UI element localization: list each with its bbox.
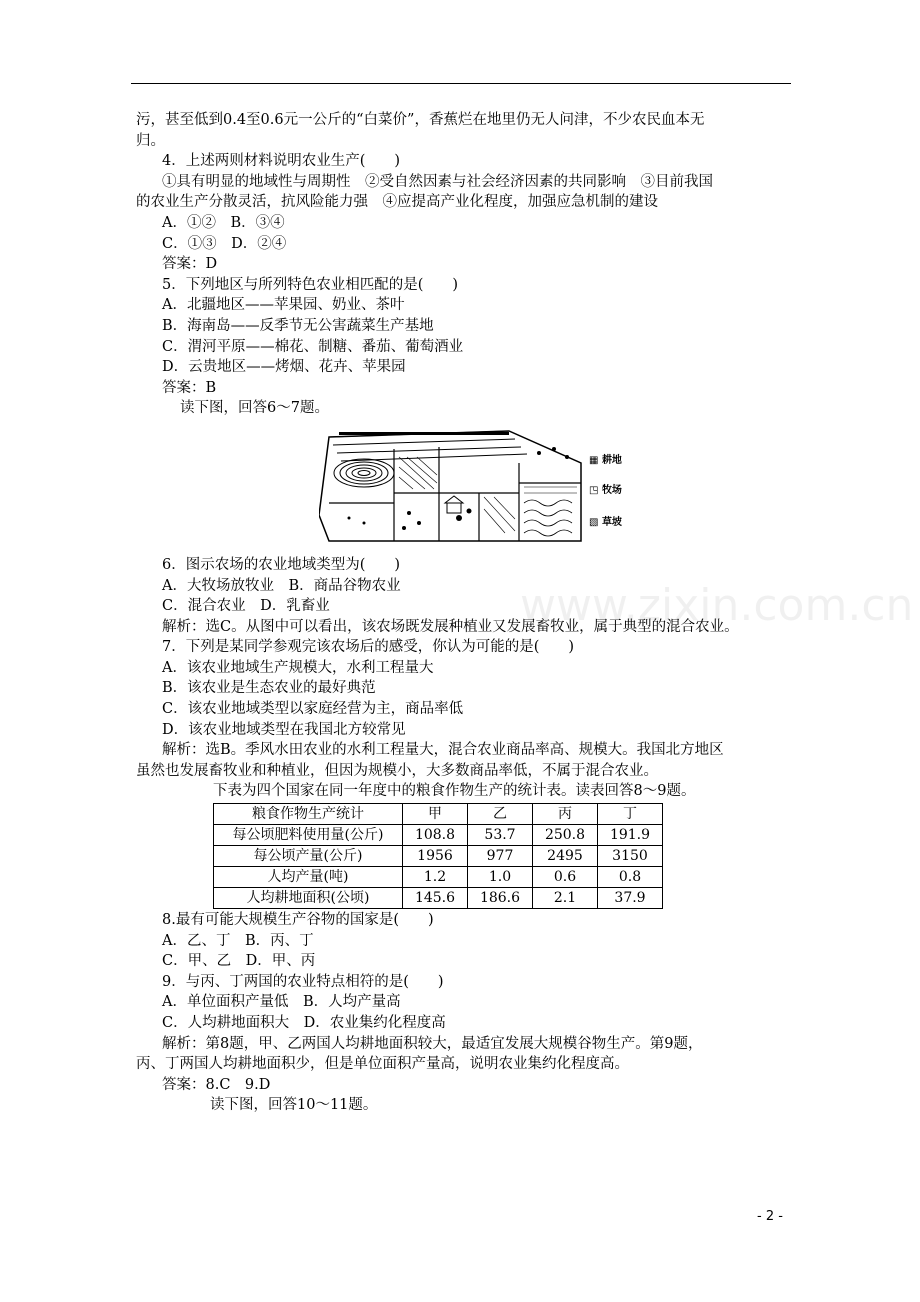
table-header-row	[214, 804, 663, 825]
table-cell: 3150	[598, 846, 663, 867]
table-cell: 191.9	[598, 825, 663, 846]
question-8-choices-cd: C．甲、乙 D．甲、丙	[162, 953, 316, 970]
question-8-stem: 8.最有可能大规模生产谷物的国家是( )	[162, 912, 434, 929]
table-cell: 53.7	[468, 825, 533, 846]
question-5-option-a: A．北疆地区——苹果园、奶业、茶叶	[162, 297, 405, 314]
text-line: 归。	[136, 132, 165, 149]
table-cell: 1956	[403, 846, 468, 867]
question-7-analysis-cont: 虽然也发展畜牧业和种植业，但因为规模小，大多数商品率低，不属于混合农业。	[136, 762, 658, 779]
table-row	[214, 825, 663, 846]
question-9-choices-cd: C．人均耕地面积大 D．农业集约化程度高	[162, 1015, 446, 1031]
question-4-choices-cd: C．①③ D．②④	[162, 235, 287, 252]
question-5-answer: 答案：B	[162, 379, 217, 396]
question-6-stem: 6．图示农场的农业地域类型为( )	[162, 556, 401, 573]
legend-slope-icon: ▧ 草坡	[589, 516, 622, 528]
question-5-option-b: B．海南岛——反季节无公害蔬菜生产基地	[162, 317, 434, 334]
table-cell: 人均产量(吨)	[214, 867, 403, 888]
table-cell: 每公顷肥料使用量(公斤)	[214, 825, 403, 846]
question-7-option-d: D．该农业地域类型在我国北方较常见	[162, 721, 406, 738]
question-4-options-line: 的农业生产分散灵活，抗风险能力强 ④应提高产业化程度，加强应急机制的建设	[136, 194, 658, 211]
question-9-analysis: 解析：第8题，甲、乙两国人均耕地面积较大，最适宜发展大规模谷物生产。第9题，	[162, 1035, 703, 1052]
page-number: - 2 -	[757, 1209, 783, 1224]
table-cell: 1.2	[403, 867, 468, 888]
table-cell: 2.1	[533, 888, 598, 909]
farm-illustration	[319, 423, 629, 551]
question-7-option-c: C．该农业地域类型以家庭经营为主，商品率低	[162, 701, 464, 718]
question-8-choices-ab: A．乙、丁 B．丙、丁	[162, 932, 314, 949]
grain-stats-table	[213, 803, 663, 909]
question-6-analysis: 解析：选C。从图中可以看出，该农场既发展种植业又发展畜牧业，属于典型的混合农业。	[162, 618, 739, 635]
table-intro: 下表为四个国家在同一年度中的粮食作物生产的统计表。读表回答8～9题。	[213, 783, 696, 800]
answers-8-9: 答案：8.C 9.D	[162, 1076, 271, 1093]
question-6-choices-cd: C．混合农业 D．乳畜业	[162, 598, 330, 615]
question-4-stem: 4．上述两则材料说明农业生产( )	[162, 153, 401, 170]
question-7-option-a: A．该农业地域生产规模大，水利工程量大	[162, 659, 434, 676]
table-header-cell: 粮食作物生产统计	[214, 804, 403, 825]
question-4-options-line: ①具有明显的地域性与周期性 ②受自然因素与社会经济因素的共同影响 ③目前我国	[162, 173, 713, 190]
table-cell: 37.9	[598, 888, 663, 909]
intro-10-11: 读下图，回答10～11题。	[210, 1097, 378, 1114]
header-rule	[131, 83, 791, 84]
legend-label-slope: 草坡	[601, 516, 622, 528]
table-cell: 0.6	[533, 867, 598, 888]
question-5-option-d: D．云贵地区——烤烟、花卉、苹果园	[162, 359, 406, 376]
legend-label-pasture: 牧场	[601, 484, 622, 496]
table-cell: 977	[468, 846, 533, 867]
table-cell: 人均耕地面积(公顷)	[214, 888, 403, 909]
question-7-option-b: B．该农业是生态农业的最好典范	[162, 680, 376, 697]
question-6-choices-ab: A．大牧场放牧业 B．商品谷物农业	[162, 577, 401, 594]
farm-diagram	[319, 423, 629, 551]
question-4-answer: 答案：D	[162, 256, 218, 273]
table-cell: 145.6	[403, 888, 468, 909]
table-cell: 每公顷产量(公斤)	[214, 846, 403, 867]
question-4-choices-ab: A．①② B．③④	[162, 214, 285, 231]
table-header-cell: 丁	[598, 804, 663, 825]
table-row	[214, 888, 663, 909]
table-row	[214, 867, 663, 888]
question-5-stem: 5．下列地区与所列特色农业相匹配的是( )	[162, 276, 459, 293]
legend-pasture-icon: ◳ 牧场	[589, 484, 622, 496]
legend-farmland-icon: ▦ 耕地	[589, 454, 622, 466]
question-7-stem: 7．下列是某同学参观完该农场后的感受，你认为可能的是( )	[162, 639, 575, 656]
question-7-analysis: 解析：选B。季风水田农业的水利工程量大，混合农业商品率高、规模大。我国北方地区	[162, 742, 724, 759]
table-header-cell: 丙	[533, 804, 598, 825]
intro-6-7: 读下图，回答6～7题。	[180, 400, 329, 417]
table-cell: 0.8	[598, 867, 663, 888]
question-9-analysis-cont: 丙、丁两国人均耕地面积少，但是单位面积产量高，说明农业集约化程度高。	[136, 1056, 629, 1073]
text-line: 污，甚至低到0.4至0.6元一公斤的“白菜价”，香蕉烂在地里仍无人问津，不少农民血本无	[136, 112, 705, 128]
table-cell: 250.8	[533, 825, 598, 846]
question-9-stem: 9．与丙、丁两国的农业特点相符的是( )	[162, 973, 444, 990]
question-5-option-c: C．渭河平原——棉花、制糖、番茄、葡萄酒业	[162, 338, 464, 355]
table-header-cell: 乙	[468, 804, 533, 825]
table-cell: 2495	[533, 846, 598, 867]
table-cell: 108.8	[403, 825, 468, 846]
table-cell: 186.6	[468, 888, 533, 909]
table-row	[214, 846, 663, 867]
table-header-cell: 甲	[403, 804, 468, 825]
question-9-choices-ab: A．单位面积产量低 B．人均产量高	[162, 994, 401, 1011]
legend-label-farmland: 耕地	[601, 454, 622, 466]
watermark: www.zixin.com.cn	[520, 580, 914, 631]
table-cell: 1.0	[468, 867, 533, 888]
